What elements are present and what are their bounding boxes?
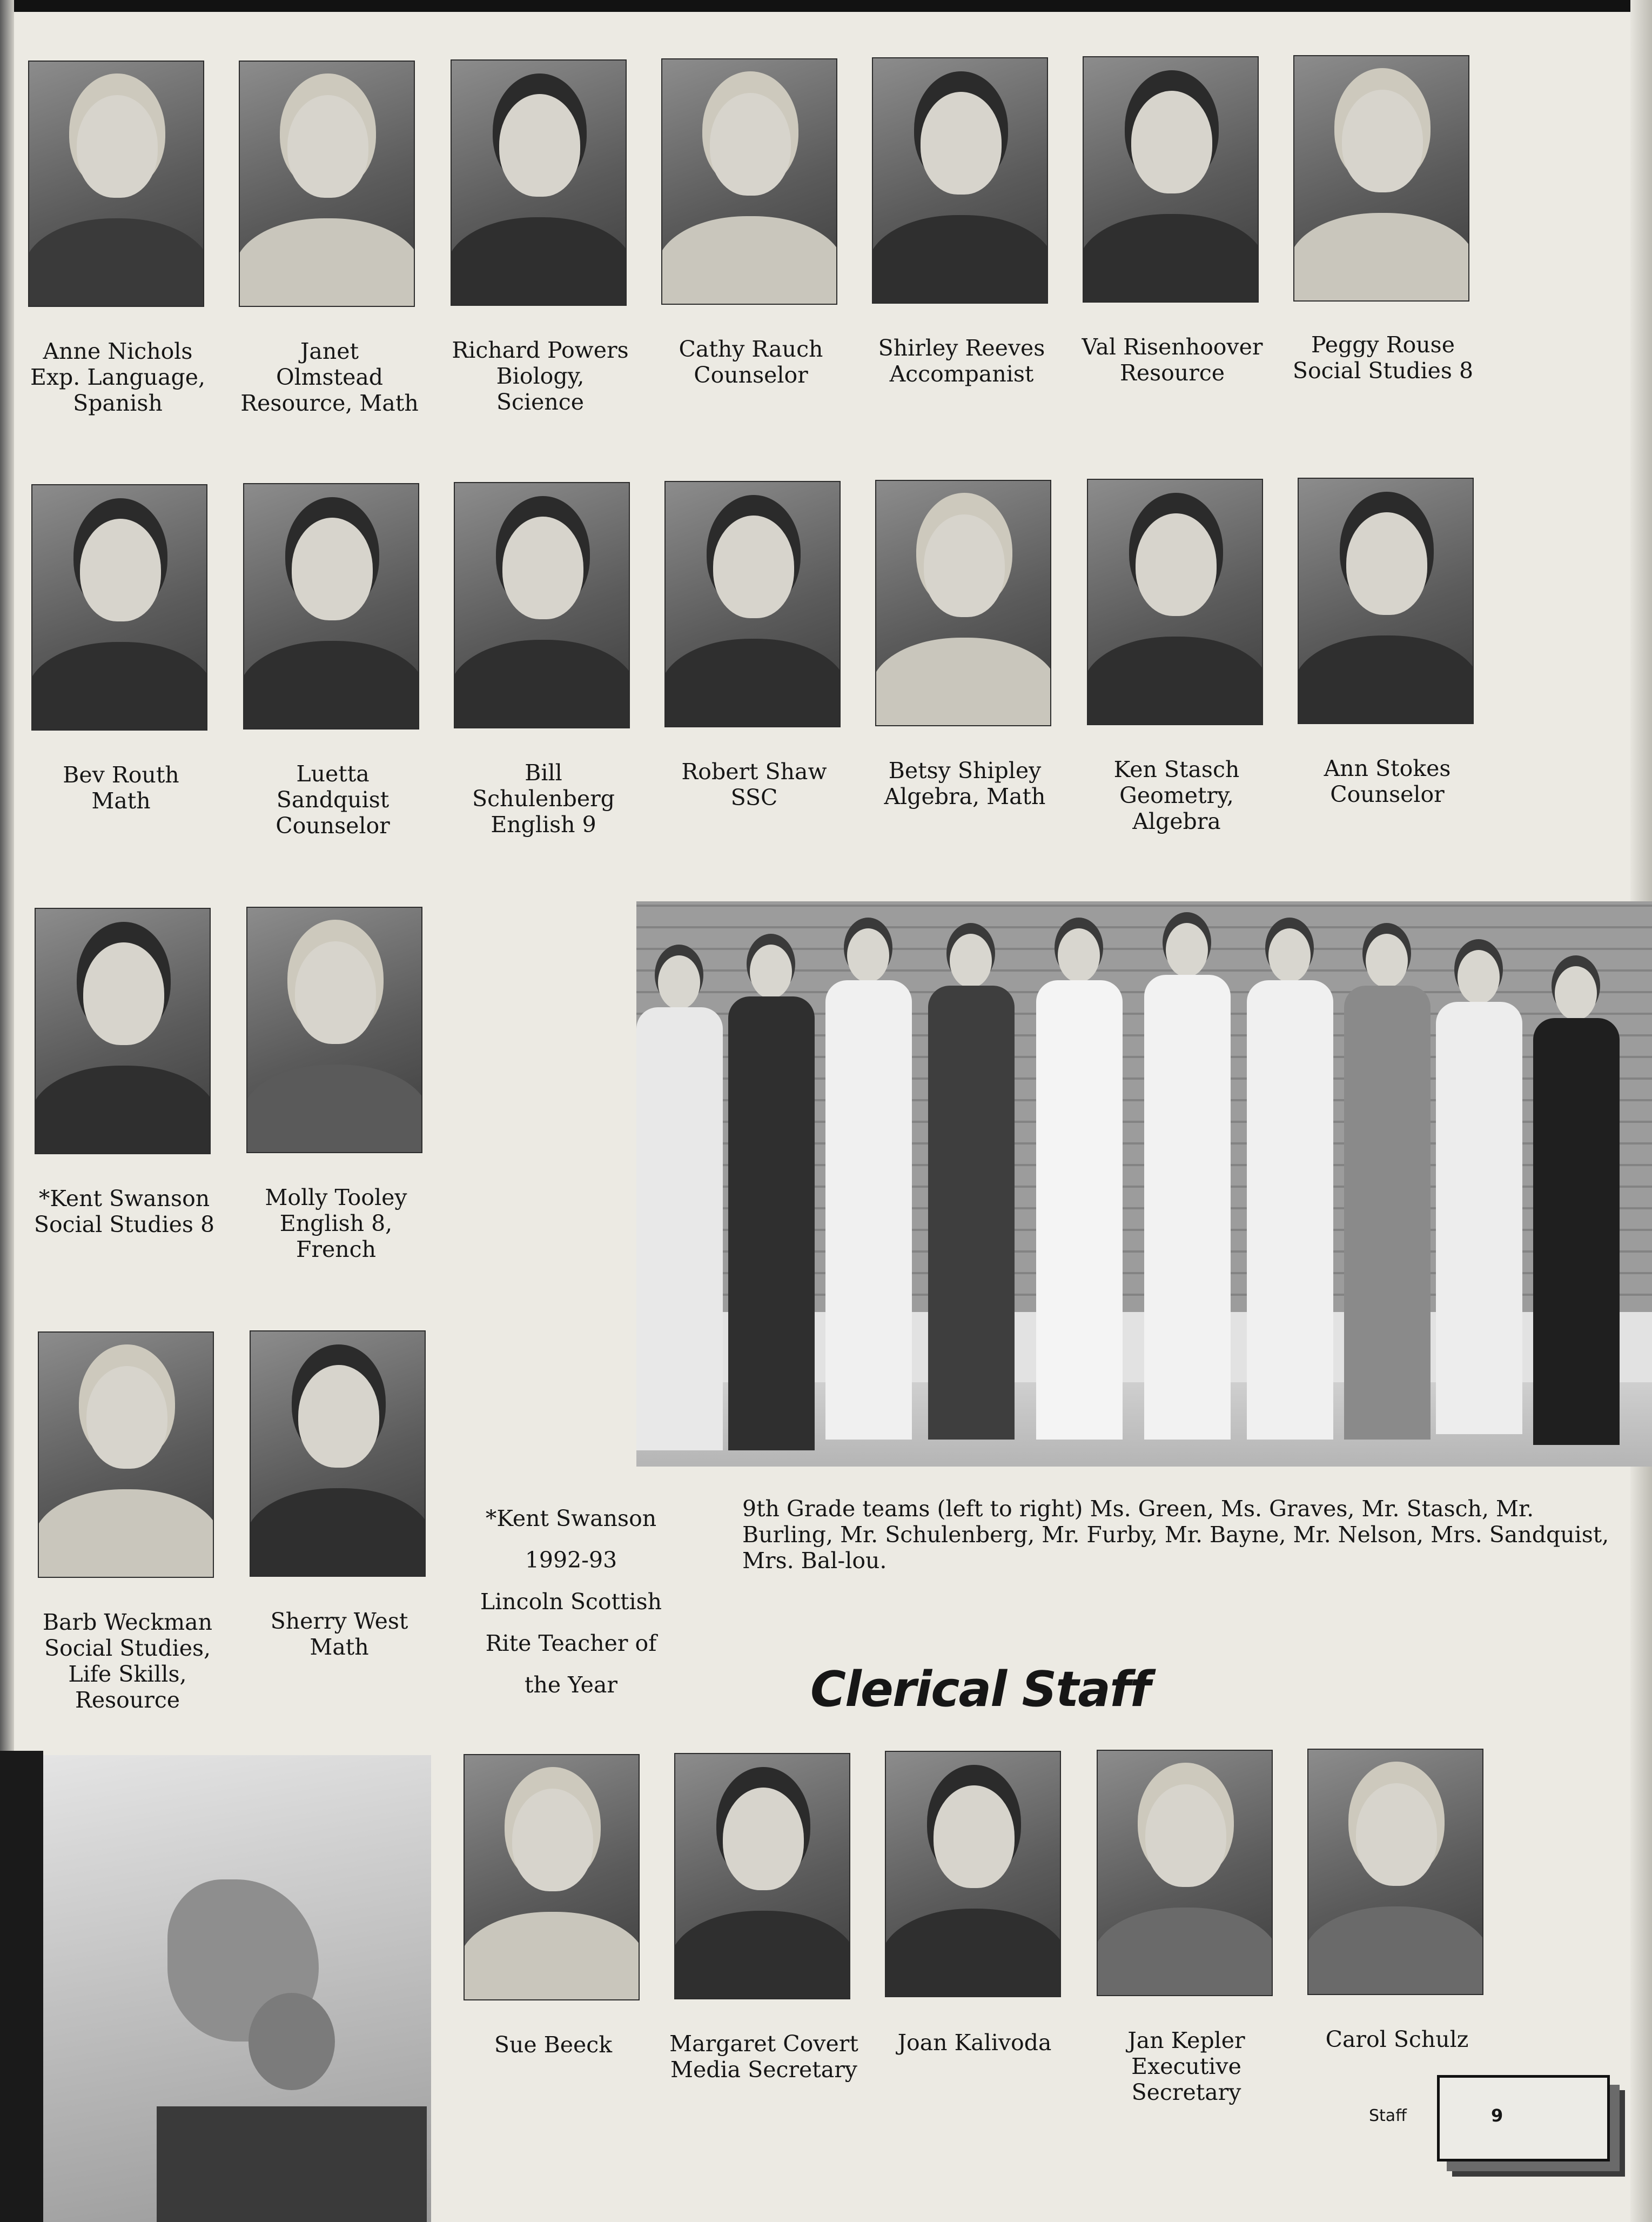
portrait-luetta-sandquist	[243, 483, 419, 729]
portrait-joan-kalivoda	[885, 1751, 1061, 1997]
portrait-kent-swanson	[35, 908, 211, 1154]
portrait-carol-schulz	[1307, 1749, 1483, 1995]
portrait-robert-shaw	[664, 481, 841, 727]
portrait-sherry-west	[250, 1330, 426, 1577]
portrait-ken-stasch	[1087, 479, 1263, 725]
portrait-ann-stokes	[1298, 478, 1474, 724]
portrait-betsy-shipley	[875, 480, 1051, 726]
binding-shadow	[0, 1751, 43, 2222]
portrait-barb-weckman	[38, 1331, 214, 1578]
page-top-edge	[0, 0, 1652, 12]
portrait-sue-beeck	[464, 1754, 640, 2000]
page-number-box	[1437, 2075, 1610, 2161]
portrait-peggy-rouse	[1293, 55, 1469, 302]
teacher-of-year-note: *Kent Swanson 1992-93 Lincoln Scottish Rite Teacher of the Year	[480, 1505, 662, 1698]
classroom-candid-photo	[43, 1755, 431, 2222]
caption-margaret-covert: Margaret Covert Media Secretary	[669, 2031, 858, 2083]
caption-sue-beeck: Sue Beeck	[494, 2032, 613, 2058]
binding-edge	[0, 0, 14, 1751]
page-number: 9	[1491, 2105, 1503, 2126]
caption-cathy-rauch: Cathy Rauch Counselor	[679, 336, 823, 388]
caption-jan-kepler: Jan Kepler Executive Secretary	[1127, 2027, 1245, 2105]
caption-kent-swanson: *Kent Swanson Social Studies 8	[33, 1186, 215, 1237]
caption-richard-powers: Richard Powers Biology, Science	[452, 337, 629, 415]
caption-bev-routh: Bev Routh Math	[63, 762, 179, 814]
portrait-shirley-reeves	[872, 57, 1048, 304]
caption-ken-stasch: Ken Stasch Geometry, Algebra	[1113, 757, 1240, 834]
caption-barb-weckman: Barb Weckman Social Studies, Life Skills, Resource	[42, 1609, 213, 1713]
caption-anne-nichols: Anne Nichols Exp. Language, Spanish	[30, 338, 206, 416]
portrait-bill-schulenberg	[454, 482, 630, 728]
group-photo-9th-grade-teams	[636, 901, 1652, 1467]
group-photo-caption: 9th Grade teams (left to right) Ms. Green, Ms. Graves, Mr. Stasch, Mr. Burling, Mr. Schulenberg, Mr. Furby, Mr. Bayne, Mr. Nelson, Mrs. Sandquist, Mrs. Bal-lou.	[742, 1496, 1609, 1574]
caption-ann-stokes: Ann Stokes Counselor	[1324, 755, 1451, 807]
portrait-val-risenhoover	[1083, 56, 1259, 303]
caption-peggy-rouse: Peggy Rouse Social Studies 8	[1292, 332, 1474, 384]
caption-luetta-sandquist: Luetta Sandquist Counselor	[276, 761, 390, 839]
caption-robert-shaw: Robert Shaw SSC	[681, 759, 827, 811]
portrait-molly-tooley	[246, 907, 422, 1153]
caption-molly-tooley: Molly Tooley English 8, French	[265, 1184, 407, 1262]
section-label: Staff	[1369, 2106, 1407, 2125]
portrait-margaret-covert	[674, 1753, 850, 1999]
portrait-janet-olmstead	[239, 61, 415, 307]
caption-sherry-west: Sherry West Math	[270, 1608, 408, 1660]
portrait-bev-routh	[31, 484, 207, 731]
caption-joan-kalivoda: Joan Kalivoda	[897, 2030, 1052, 2056]
caption-val-risenhoover: Val Risenhoover Resource	[1082, 334, 1263, 386]
caption-janet-olmstead: Janet Olmstead Resource, Math	[240, 338, 419, 416]
caption-carol-schulz: Carol Schulz	[1325, 2026, 1469, 2052]
portrait-anne-nichols	[28, 61, 204, 307]
caption-shirley-reeves: Shirley Reeves Accompanist	[878, 335, 1045, 387]
caption-bill-schulenberg: Bill Schulenberg English 9	[472, 760, 615, 838]
caption-betsy-shipley: Betsy Shipley Algebra, Math	[884, 758, 1046, 809]
portrait-richard-powers	[451, 59, 627, 306]
portrait-cathy-rauch	[661, 58, 837, 305]
portrait-jan-kepler	[1097, 1750, 1273, 1996]
clerical-staff-heading: Clerical Staff	[810, 1661, 1150, 1718]
